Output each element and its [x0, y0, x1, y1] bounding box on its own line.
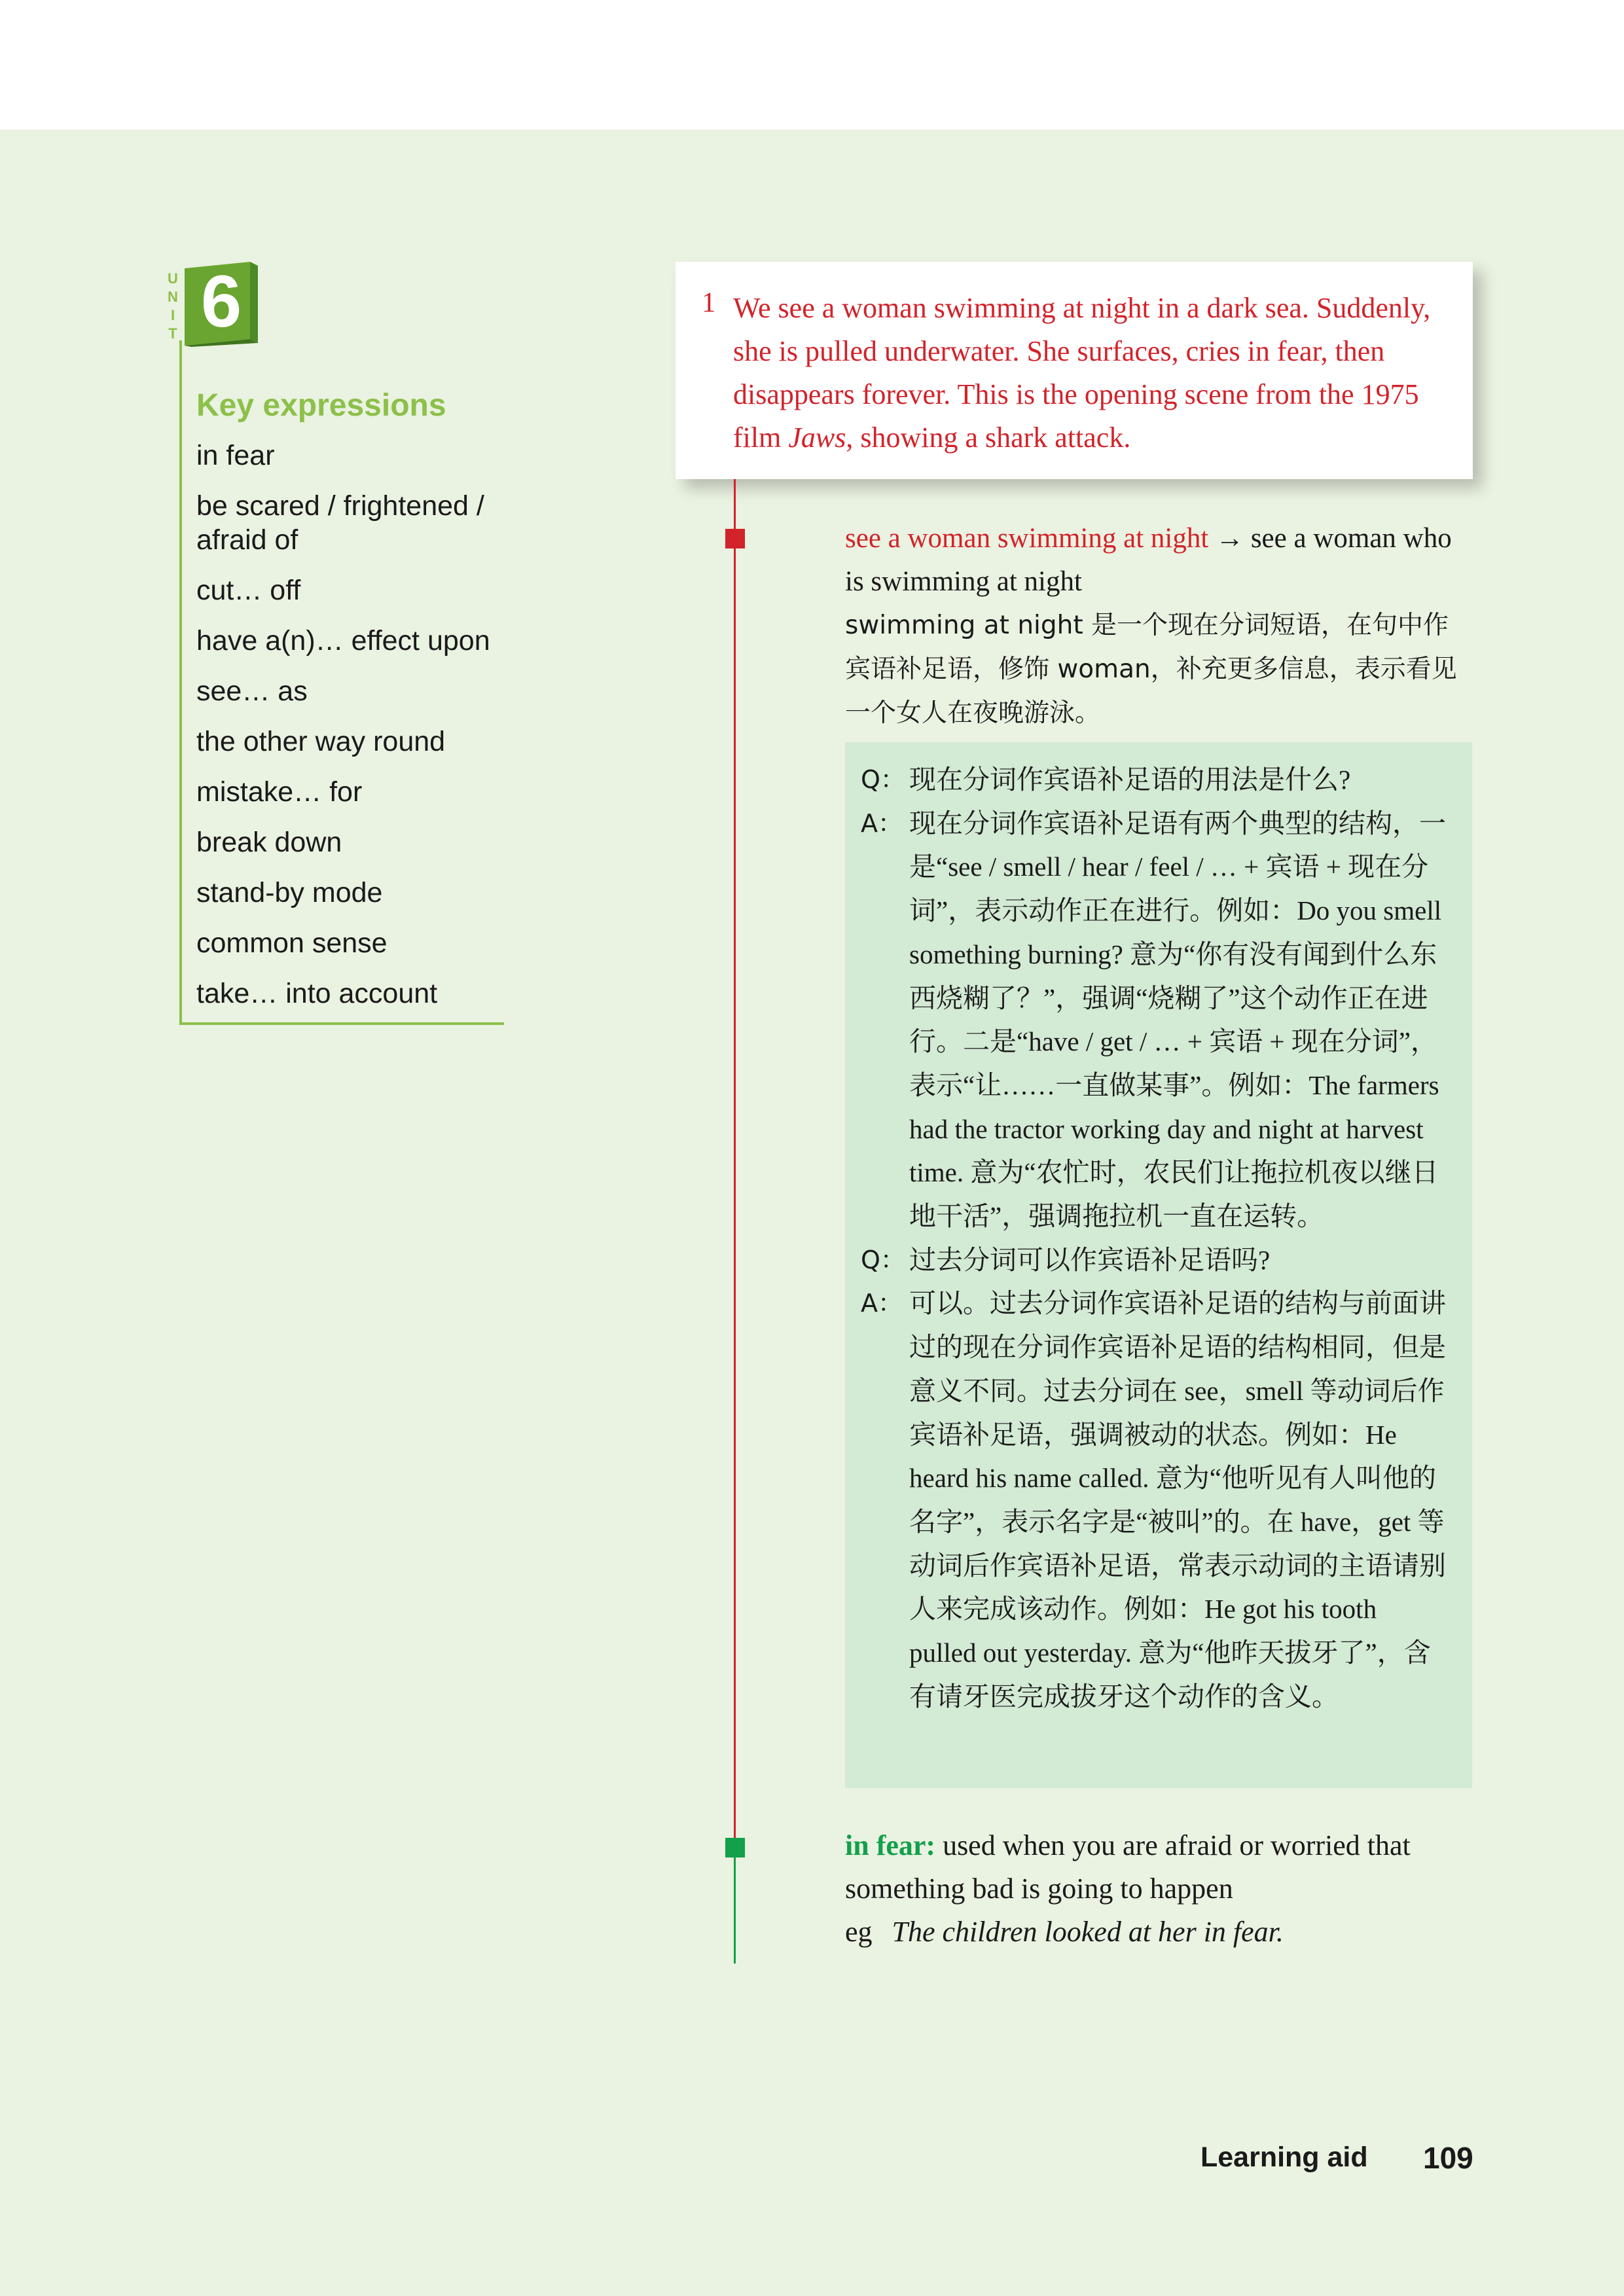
arrow-icon: →: [1216, 523, 1244, 554]
unit-letter: N: [168, 289, 178, 305]
passage-text: [733, 287, 1447, 459]
qa-label: A：: [861, 1289, 903, 1318]
key-expressions-list: [196, 439, 504, 1027]
sidebar-rule: [179, 340, 182, 1025]
qa-item: [861, 802, 1450, 1238]
key-expressions-title: Key expressions: [196, 388, 446, 423]
qa-item: [861, 758, 1450, 802]
passage-number: 1: [702, 287, 716, 318]
vocab-definition: used when you are afraid or worried that something bad is going to happen: [845, 1829, 1411, 1905]
key-expression-item: take… into account: [196, 978, 438, 1009]
qa-item: [861, 1238, 1450, 1282]
vocabulary-note: [845, 1824, 1473, 1954]
annotation-line: [734, 1846, 736, 1964]
example-sentence: The children looked at her in fear.: [892, 1916, 1284, 1948]
page-number: 109: [1423, 2141, 1473, 2175]
qa-label: A：: [861, 808, 903, 838]
unit-number: 6: [200, 260, 242, 342]
key-expression-item: common sense: [196, 927, 388, 959]
key-expression-item: mistake… for: [196, 776, 363, 808]
footer-section-label: Learning aid: [1200, 2142, 1368, 2173]
unit-letter: T: [168, 325, 177, 342]
note-explanation: swimming at night 是一个现在分词短语，在句中作宾语补足语，修饰 woman，补充更多信息，表示看见一个女人在夜晚游泳。: [845, 611, 1457, 728]
qa-label: Q：: [861, 765, 905, 794]
passage-text-part: We see a woman swimming at night in a dark sea. Suddenly, she is pulled underwater. She surfaces, cries in fear, then disappears forever. This is the opening scene from the 1975 film: [733, 292, 1431, 454]
key-expression-item: break down: [196, 827, 342, 858]
passage-text-part: , showing a shark attack.: [846, 422, 1131, 454]
qa-text: 过去分词可以作宾语补足语吗?: [909, 1244, 1271, 1275]
example-label: eg: [845, 1916, 873, 1948]
annotation-marker: [725, 1838, 745, 1857]
grammar-note: [845, 517, 1473, 735]
note-phrase: see a woman swimming at night: [845, 523, 1209, 554]
key-expression-item: the other way round: [196, 726, 446, 757]
key-expression-item: cut… off: [196, 575, 301, 606]
key-expression-item: be scared / frightened / afraid of: [196, 490, 484, 556]
qa-text: 可以。过去分词作宾语补足语的结构与前面讲过的现在分词作宾语补足语的结构相同，但是意义不同。过去分词在 see，smell 等动词后作宾语补足语，强调被动的状态。例如：He heard his name called. 意为“他听见有人叫他的名字”，表示名字是“被叫”的。在 have，get 等动词后作宾语补足语，常表示动词的主语请别人来完成该动作。例如：He got his tooth pulled out yesterday. 意为“他昨天拔牙了”，含有请牙医完成拔牙这个动作的含义。: [909, 1288, 1446, 1712]
passage-callout: [676, 262, 1473, 479]
qa-item: [861, 1282, 1450, 1718]
qa-text: 现在分词作宾语补足语有两个典型的结构，一是“see / smell / hear / feel / … + 宾语 + 现在分词”，表示动作正在进行。例如：Do you smell something burning? 意为“你有没有闻到什么东西烧糊了？”，强调“烧糊了”这个动作正在进行。二是“have / get / … + 宾语 + 现在分词”，表示“让……一直做某事”。例如：The farmers had the tractor working day and night at harvest time. 意为“农忙时，农民们让拖拉机夜以继日地干活”，强调拖拉机一直在运转。: [909, 808, 1446, 1232]
key-expression-item: have a(n)… effect upon: [196, 625, 490, 656]
qa-label: Q：: [861, 1245, 905, 1274]
note-rewrite: see a woman who is swimming at night: [845, 523, 1452, 597]
key-expression-item: in fear: [196, 440, 275, 471]
key-expression-item: stand-by mode: [196, 877, 383, 908]
qa-text: 现在分词作宾语补足语的用法是什么?: [909, 764, 1351, 795]
annotation-marker: [725, 529, 745, 548]
unit-label: [164, 270, 182, 343]
key-expression-item: see… as: [196, 675, 308, 707]
film-title: Jaws: [788, 422, 846, 454]
qa-box: [845, 742, 1472, 1788]
unit-letter: I: [170, 307, 175, 323]
vocab-term: in fear:: [845, 1829, 936, 1861]
unit-letter: U: [168, 270, 178, 287]
annotation-line: [734, 479, 736, 1846]
